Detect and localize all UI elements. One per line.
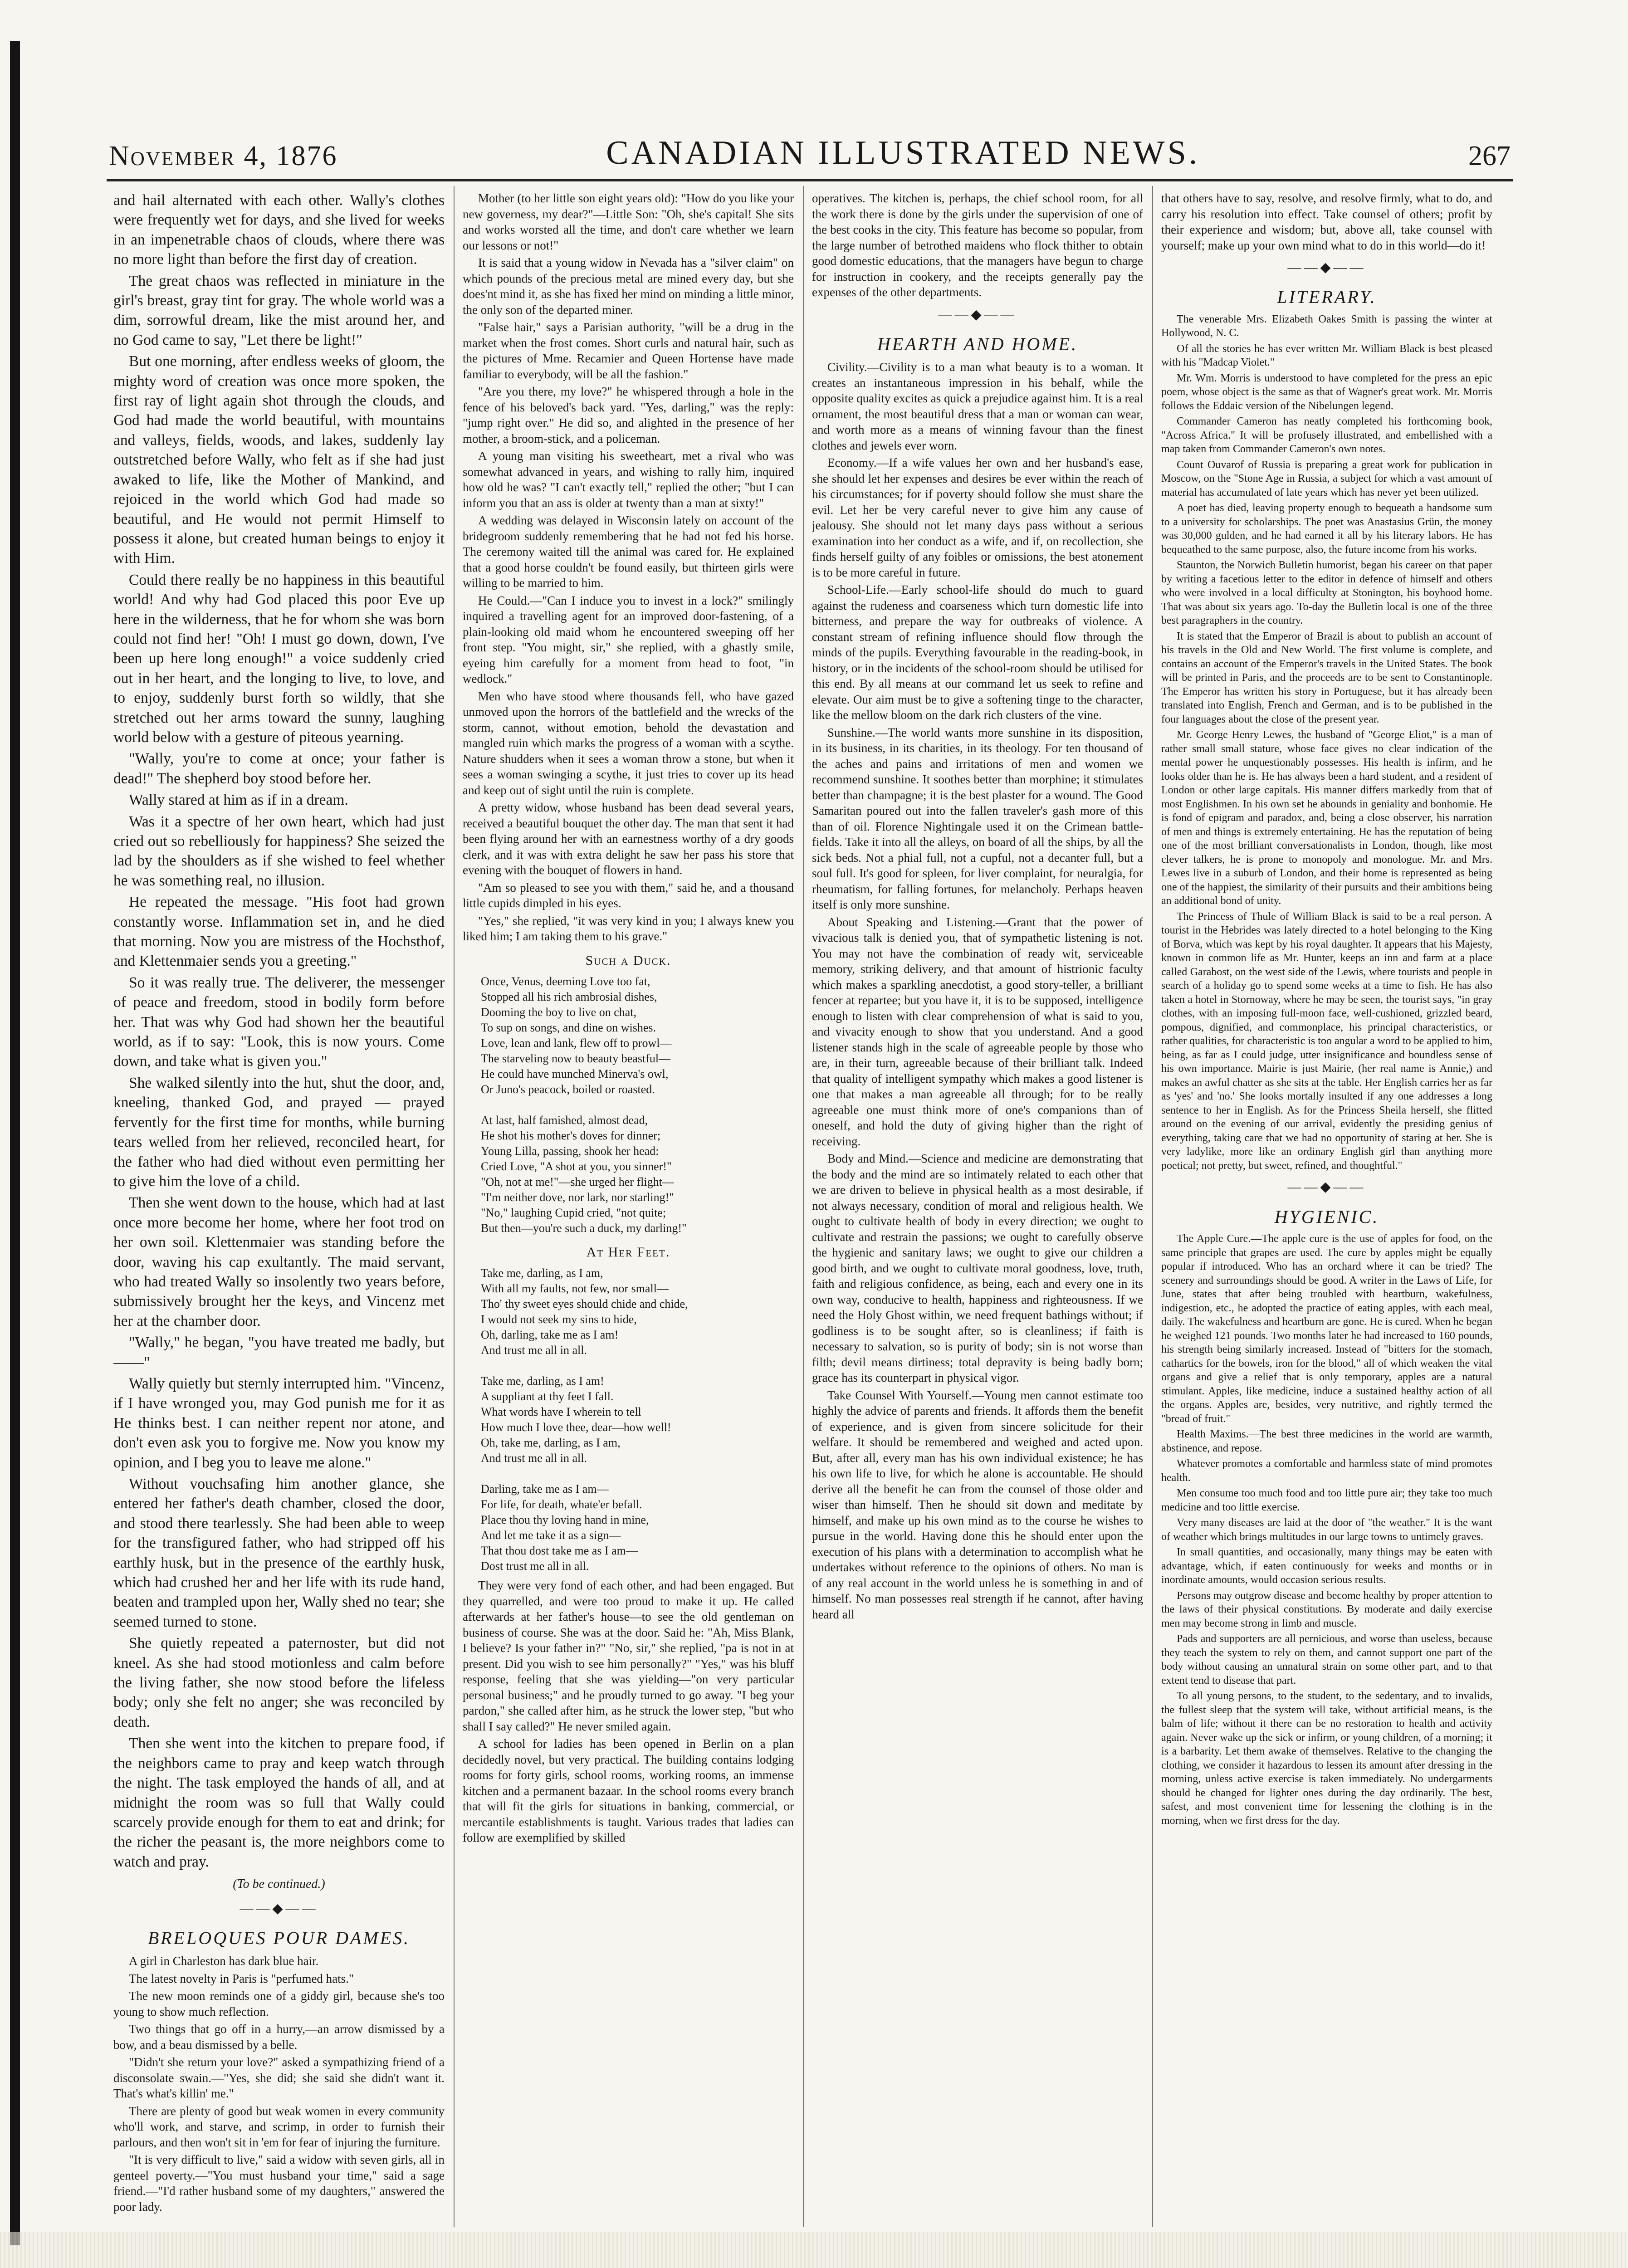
paragraph: that others have to say, resolve, and resolve firmly, what to do, and carry his resolution into effect. Take counsel of others; profit by their experience and wisdom; but, above all, take counsel with yourself; make up your own mind what to do in this world—do it! — [1161, 191, 1492, 252]
column-divider — [454, 186, 455, 2227]
paragraph: But one morning, after endless weeks of gloom, the mighty word of creation was once more spoken, the first ray of light again shot through the clouds, and God had made the world beautiful, with mountains and valleys, fields, woods, and lakes, suddenly lay outstretched before Wally, who felt as if she had just awaked to life, like the Mother of Mankind, and rejoiced in the world which God had made so beautiful, and He would not permit Himself to possess it alone, but created human beings to enjoy it with Him. — [113, 353, 445, 567]
paragraph: Count Ouvarof of Russia is preparing a great work for publication in Moscow, on the "Stone Age in Russia, a subject for which a vast amount of material has accumulated of late years which has never yet been utilized. — [1161, 459, 1492, 499]
paragraph: So it was really true. The deliverer, the messenger of peace and freedom, stood in bodily form before her. That was why God had shown her the beautiful world, as if to say: "Look, this is now yours. Come down, and take what is given you." — [113, 974, 445, 1070]
story-continuation — [113, 191, 445, 1872]
paragraph: A poet has died, leaving property enough to bequeath a handsome sum to a university for scholarships. The poet was Anastasius Grün, the money was 30,000 gulden, and he had earned it all by his literary labors. He has bequeathed to the same purpose, also, the future income from his works. — [1161, 502, 1492, 556]
paragraph: Men consume too much food and too little pure air; they take too much medicine and too little exercise. — [1161, 1487, 1492, 1513]
paragraph: In small quantities, and occasionally, many things may be eaten with advantage, which, if eaten continuously for weeks and months or in inordinate amounts, would occasion serious results. — [1161, 1546, 1492, 1586]
breloques-items — [113, 1953, 445, 2214]
paragraph: A wedding was delayed in Wisconsin lately on account of the bridegroom suddenly remembering that he had not fed his horse. The ceremony waited till the animal was cared for. He explained that a good horse couldn't be found easily, but thirteen girls were willing to be married to him. — [463, 513, 794, 590]
poem-feet: Take me, darling, as I am, With all my faults, not few, nor small— Tho' thy sweet eyes should chide and chide, I would not seek my sins to hide, Oh, darling, take me as I am! And trust me all in all. Take me, darling, as I am! A suppliant at thy feet I fall. What words have I wherein to tell How much I love thee, dear—how well! Oh, take me, darling, as I am, And trust me all in all. Darling, take me as I am— For life, for death, whate'er befall. Place thou thy loving hand in mine, And let me take it as a sign— That thou dost take me as I am— Dost trust me all in all. — [481, 1266, 688, 1573]
page-header — [109, 132, 1511, 172]
paragraph: She walked silently into the hut, shut the door, and, kneeling, thanked God, and prayed — prayed fervently for the first time for months, while burning tears welled from her relieved, reconciled heart, for the father who had died without even permitting her to give him the love of a child. — [113, 1074, 445, 1190]
paragraph: There are plenty of good but weak women in every community who'll work, and starve, and scrimp, in order to furnish their parlours, and then won't sit in 'em for fear of injuring the furniture. — [113, 2104, 445, 2149]
paragraph: Mr. Wm. Morris is understood to have completed for the press an epic poem, whose object is the same as that of Wagner's great work. Mr. Morris follows the Eddaic version of the Nibelungen legend. — [1161, 372, 1492, 412]
literary-items — [1161, 313, 1492, 1173]
paragraph: He repeated the message. "His foot had grown constantly worse. Inflammation set in, and he died that morning. Now you are mistress of the Hochsthof, and Klettenmaier sends you a greeting." — [113, 894, 445, 970]
paragraph: Whatever promotes a comfortable and harmless state of mind promotes health. — [1161, 1458, 1492, 1484]
paragraph: "Didn't she return your love?" asked a sympathizing friend of a disconsolate swain.—"Yes, she did; she said she didn't want it. That's what's killin' me." — [113, 2055, 445, 2101]
paragraph: It is said that a young widow in Nevada has a "silver claim" on which pounds of the precious metal are mined every day, but she does'nt mind it, as she has fixed her mind on minding a little minor, the only son of the departed miner. — [463, 256, 794, 317]
paragraph: Mr. George Henry Lewes, the husband of "George Eliot," is a man of rather small small stature, whose face gives no clear indication of the mental power he unquestionably possesses. His health is infirm, and he looks older than he is. He has always been a hard student, and a resident of London or other large capitals. His manner differs markedly from that of most Englishmen. In his own set he abounds in geniality and bonhomie. He is fond of epigram and paradox, and, being a close observer, his narration of men and things is extremely entertaining. He has the reputation of being one of the most brilliant conversationalists in London, though, like most clever talkers, he is prone to monopoly and monologue. Mr. and Mrs. Lewes live in a suburb of London, and their home is represented as being one of the happiest, the similarity of their pursuits and their ambitions being an additional bond of unity. — [1161, 729, 1492, 907]
paragraph: Persons may outgrow disease and become healthy by proper attention to the laws of their physical constitutions. By moderate and daily exercise men may become strong in limb and muscle. — [1161, 1589, 1492, 1629]
paragraph: Wally stared at him as if in a dream. — [129, 792, 348, 809]
paragraph: A young man visiting his sweetheart, met a rival who was somewhat advanced in years, and wishing to rally him, inquired how old he was? "I can't exactly tell," replied the other; "but I can inform you that an ass is older at twenty than a man at sixty!" — [463, 449, 794, 510]
page-number: 267 — [1468, 141, 1511, 171]
anecdotes — [463, 191, 794, 944]
paragraph: "Wally," he began, "you have treated me badly, but——" — [113, 1334, 445, 1371]
paragraph: Take Counsel With Yourself.—Young men cannot estimate too highly the advice of parents and friends. It affords them the benefit of experience, and is given from sincere solicitude for their welfare. It should be remembered and weighed and acted upon. But, after all, every man has his own individual existence; he has his own life to live, for which he alone is accountable. He should derive all the benefit he can from the counsel of those older and wiser than himself. Then he should sit down and meditate by himself, and make up his own mind as to the course he wishes to pursue in the world. Having done this he should enter upon the execution of his plans with a determination to accomplish what he undertakes without reference to the opinions of others. No man is of any real account in the world unless he is something in and of himself. No man possesses real strength if he cannot, after having heard all — [812, 1388, 1143, 1621]
paragraph: "Yes," she replied, "it was very kind in you; I always knew you liked him; I am taking them to his grave." — [463, 914, 794, 943]
header-rule — [107, 179, 1513, 181]
column-4 — [1161, 191, 1492, 2223]
poem-title-duck: Such a Duck. — [585, 953, 671, 968]
poem-duck: Once, Venus, deeming Love too fat, Stopped all his rich ambrosial dishes, Dooming the boy to live on chat, To sup on songs, and dine on wishes. Love, lean and lank, flew off to prowl— The starveling now to beauty beastful— He could have munched Minerva's owl, Or Juno's peacock, boiled or roasted. At last, half famished, almost dead, He shot his mother's doves for dinner; Young Lilla, passing, shook her head: Cried Love, "A shot at you, you sinner!" "Oh, not at me!"—she urged her flight— "I'm neither dove, nor lark, nor starling!" "No," laughing Cupid cried, "not quite; But then—you're such a duck, my darling!" — [481, 974, 687, 1235]
paragraph: They were very fond of each other, and had been engaged. But they quarrelled, and were too proud to make it up. He called afterwards at her father's house—to see the old gentleman on business of course. She was at the door. Said he: "Ah, Miss Blank, I believe? Is your father in?" "No, sir," she replied, "pa is not in at present. Did you wish to see him personally?" "Yes," was his bluff response, feeling that she was yielding—"on very particular personal business;" and he proudly turned to go away. "I beg your pardon," she called after him, as he struck the lower step, "but who shall I say called?" He never smiled again. — [463, 1579, 794, 1733]
poem-title-feet: At Her Feet. — [586, 1244, 670, 1260]
issue-date: November 4, 1876 — [109, 141, 338, 171]
paragraph: Of all the stories he has ever written Mr. William Black is best pleased with his "Madcap Violet." — [1161, 342, 1492, 369]
section-ornament: ——◆—— — [1287, 1179, 1366, 1195]
paragraph: The venerable Mrs. Elizabeth Oakes Smith is passing the winter at Hollywood, N. C. — [1161, 313, 1492, 339]
paragraph: Then she went down to the house, which had at last once more become her home, where her foot trod on her own soil. Klettenmaier was standing before the door, waving his cap exultantly. The maid servant, who had treated Wally so insolently two years before, submissively brought her the keys, and Vincenz met her at the chamber door. — [113, 1194, 445, 1330]
paragraph: operatives. The kitchen is, perhaps, the chief school room, for all the work there is done by the girls under the supervision of one of the best cooks in the city. This feature has become so popular, from the large number of betrothed maidens who flock thither to obtain good domestic educations, that the managers have begun to charge for instruction in cookery, and the receipts generally pay the expenses of the other departments. — [812, 191, 1143, 299]
column-1 — [113, 191, 445, 2223]
paragraph: "It is very difficult to live," said a widow with seven girls, all in genteel poverty.—"You must husband your time," said a sage friend.—"I'd rather husband some of my daughters," answered the poor lady. — [113, 2153, 445, 2214]
binding-edge — [10, 41, 20, 2245]
section-heading-breloques: BRELOQUES POUR DAMES. — [147, 1927, 411, 1948]
paragraph: and hail alternated with each other. Wally's clothes were frequently wet for days, and she lived for weeks in an impenetrable chaos of clouds, where there was no more light than before the first day of creation. — [113, 192, 445, 268]
paragraph: He Could.—"Can I induce you to invest in a lock?" smilingly inquired a travelling agent for an improved door-fastening, of a plain-looking old maid whom he encountered sweeping off her front step. "You might, sir," she replied, with a ghastly smile, eyeing him carefully for a moment from head to foot, "in wedlock." — [463, 593, 794, 685]
paragraph: The Princess of Thule of William Black is said to be a real person. A tourist in the Hebrides was lately directed to a hotel belonging to the King of Borva, which was kept by his royal daughter. It appears that his Majesty, known in common life as Mr. Hunter, keeps an inn and farm at a place called Garabost, on the west side of the Lewis, where tourists and people in search of a holiday go to spend some weeks at a time to fish. He has also taken a hotel in Stornoway, where he may be seen, the tourist says, "in gray clothes, with an imposing full-moon face, well-cushioned, grizzled beard, pompous, dignified, and commonplace, his principal characteristics, or rather qualities, for characteristic is too angular a word to be applied to him, being, as far as I could judge, utter insignificance and boundless sense of his own importance. Mairie is just Mairie, (her real name is Annie,) and makes an awful chatter as she sits at the table. Her English carries her as far as 'yes' and 'no.' She looks mortally insulted if any one addresses a long sentence to her in English. As for the Princess Sheila herself, she flitted around on the evening of our arrival, evidently the presiding genius of everything, taking care that we had no opportunity of staring at her. She is very ladylike, more like an ordinary English girl than anything more poetical; not pretty, but sweet, refined, and thoughtful." — [1161, 910, 1492, 1172]
paragraph: It is stated that the Emperor of Brazil is about to publish an account of his travels in the Old and New World. The first volume is complete, and contains an account of the Emperor's travels in the United States. The book will be printed in Paris, and the proceeds are to be sent to Constantinople. The Emperor has written his story in Portuguese, but it has already been translated into English, French and German, and is to be published in the four languages about the close of the present year. — [1161, 630, 1492, 725]
hearth-items — [812, 359, 1143, 1622]
anecdotes-continued — [463, 1578, 794, 1846]
paragraph: Mother (to her little son eight years old): "How do you like your new governess, my dear?"—Little Son: "Oh, she's capital! She sits and works worsted all the time, and don't care whether we learn our lessons or not!" — [463, 191, 794, 252]
berlin-school-continued — [812, 191, 1143, 300]
paragraph: Economy.—If a wife values her own and her husband's ease, she should let her expenses and desires be ever within the reach of his circumstances; for if poverty should follow she must share the evil. Let her be very careful never to give him any cause of jealousy. She should not let many days pass without a serious examination into her conduct as a wife, and if, on recollection, she finds herself guilty of any foibles or omissions, the best atonement is to be more careful in future. — [812, 456, 1143, 579]
paragraph: Could there really be no happiness in this beautiful world! And why had God placed this poor Eve up here in the wilderness, that he for whom she was born could not find her! "Oh! I must go down, down, I've been up here long enough!" a voice suddenly cried out in her heart, and the longing to live, to love, and to enjoy, suddenly burst forth so wildly, that she stretched out her arms toward the sunny, laughing world below with a gesture of piteous yearning. — [113, 571, 445, 746]
paragraph: The great chaos was reflected in miniature in the girl's breast, gray tint for gray. The whole world was a dim, sorrowful dream, like the mist around her, and no God came to say, "Let there be light!" — [113, 272, 445, 348]
paragraph: The new moon reminds one of a giddy girl, because she's too young to show much reflection. — [113, 1989, 445, 2019]
paragraph: Wally quietly but sternly interrupted him. "Vincenz, if I have wronged you, may God punish me for it as He thinks best. I can neither repent nor atone, and don't even ask you to forgive me. Now you know my opinion, and I beg you to leave me alone." — [113, 1375, 445, 1471]
paragraph: "Am so pleased to see you with them," said he, and a thousand little cupids dimpled in his eyes. — [463, 880, 794, 910]
paragraph: Pads and supporters are all pernicious, and worse than useless, because they teach the system to rely on them, and cannot support one part of the body without causing an unnatural strain on some other part, and to that extent tend to disease that part. — [1161, 1633, 1492, 1686]
paragraph: "Are you there, my love?" he whispered through a hole in the fence of his beloved's back yard. "Yes, darling," was the reply: "jump right over." He did so, and alighted in the presence of her mother, a broom-stick, and a policeman. — [463, 385, 794, 445]
hygienic-items — [1161, 1232, 1492, 1828]
paragraph: A school for ladies has been opened in Berlin on a plan decidedly novel, but very practical. The building contains lodging rooms for forty girls, school rooms, working rooms, an immense kitchen and a permanent bazaar. In the school rooms every branch that will fit the girls for situations in banking, commercial, or mercantile establishments is taught. Various trades that ladies can follow are exemplified by skilled — [463, 1737, 794, 1845]
paragraph: A pretty widow, whose husband has been dead several years, received a beautiful bouquet the other day. The man that sent it had been flying around her with an earnestness worthy of a dry goods clerk, and it was with extra delight he saw her pass his store that evening with the bouquet of flowers in hand. — [463, 801, 794, 877]
column-divider — [803, 186, 804, 2227]
paragraph: "Wally, you're to come at once; your father is dead!" The shepherd boy stood before her. — [113, 750, 445, 787]
masthead-title: CANADIAN ILLUSTRATED NEWS. — [606, 134, 1200, 171]
paragraph: Body and Mind.—Science and medicine are demonstrating that the body and the mind are so intimately related to each other that we are driven to believe in physical health as a most desirable, if not always necessary, condition of moral and religious health. We ought to cultivate health of body in every direction; we ought to cultivate and restrain the passions; we ought to carefully observe the hygienic and sanitary laws; we ought to give our children a good birth, and we ought to cultivate moral goodness, love, truth, faith and religious confidence, as being, each and every one in its own way, conducive to health, happiness and righteousness. If we need the Holy Ghost within, we need frequent bathings without; if godliness is to be sought after, so is cleanliness; if faith is necessary to salvation, so is purity of body; sin is not worse than filth; devil means dirtiness; total depravity is being badly born; grace has its counterpart in physical vigor. — [812, 1152, 1143, 1385]
paragraph: Staunton, the Norwich Bulletin humorist, began his career on that paper by writing a facetious letter to the editor in defence of himself and others who were involved in a local difficulty at Stonington, his boyhood home. That was about six years ago. To-day the Bulletin local is one of the three best paragraphers in the country. — [1161, 559, 1492, 627]
section-heading-hygienic: HYGIENIC. — [1274, 1206, 1379, 1227]
paragraph: Then she went into the kitchen to prepare food, if the neighbors came to pray and keep watch through the night. The task employed the hands of all, and at midnight the room was so full that Wally could scarcely provide enough for them to eat and drink; for the richer the peasant is, the more neighbors come to watch and pray. — [113, 1735, 445, 1870]
section-ornament: ——◆—— — [1287, 260, 1366, 275]
page-bottom-edge — [0, 2232, 1628, 2268]
paragraph: Very many diseases are laid at the door of "the weather." It is the want of weather which brings multitudes in our large towns to untimely graves. — [1161, 1517, 1492, 1543]
paragraph: The latest novelty in Paris is "perfumed hats." — [129, 1971, 354, 1985]
column-divider — [1152, 186, 1153, 2227]
column-3 — [812, 191, 1143, 2223]
paragraph: Men who have stood where thousands fell, who have gazed unmoved upon the horrors of the battlefield and the wrecks of the storm, cannot, without emotion, behold the devastation and mangled ruin which marks the progress of a woman with a scythe. Nature shudders when it sees a woman throw a stone, but when it sees a woman swinging a scythe, it just tries to cover up its head and keep out of sight until the ruin is complete. — [463, 689, 794, 797]
paragraph: Commander Cameron has neatly completed his forthcoming book, "Across Africa." It will be profusely illustrated, and embellished with a map taken from Commander Cameron's own notes. — [1161, 415, 1492, 455]
paragraph: Sunshine.—The world wants more sunshine in its disposition, in its business, in its charities, in its theology. For ten thousand of the aches and pains and irritations of men and women we recommend sunshine. It soothes better than morphine; it stimulates better than champagne; it is the best plaster for a wound. The Good Samaritan poured out into the fallen traveler's gash more of this than of oil. Florence Nightingale used it on the Crimean battle-fields. Take it into all the alleys, on board of all the ships, by all the sick beds. Not a phial full, not a cupful, not a decanter full, but a soul full. It's good for spleen, for liver complaint, for neuralgia, for rheumatism, for falling fortunes, for melancholy. Perhaps heaven itself is only more sunshine. — [812, 725, 1143, 912]
paragraph: The Apple Cure.—The apple cure is the use of apples for food, on the same principle that grapes are used. The cure by apples might be equally popular if introduced. Who has an orchard where it can be tried? The scenery and surroundings should be good. A writer in the Laws of Life, for June, states that after being troubled with heartburn, wakefulness, indigestion, etc., he adopted the practice of eating apples, with each meal, daily. The wakefulness and heartburn are gone. He is cured. When he began he weighed 121 pounds. Two months later he had increased to 160 pounds, his strength being similarly increased. Instead of "bitters for the stomach, cathartics for the bowels, iron for the blood," all of which weaken the vital organs and give a relief that is only temporary, apples are a natural stimulant. Apples, like medicine, induce a sustained healthy action of all the organs. Apples are, besides, very nutritive, and rightly termed the "bread of fruit." — [1161, 1233, 1492, 1425]
section-ornament: ——◆—— — [240, 1901, 318, 1916]
paragraph: She quietly repeated a paternoster, but did not kneel. As she had stood motionless and calm before the living father, she now stood before the lifeless body; only she felt no anger; she was reconciled by death. — [113, 1635, 445, 1730]
column-2 — [463, 191, 794, 2223]
section-heading-literary: LITERARY. — [1277, 287, 1377, 308]
paragraph: Health Maxims.—The best three medicines in the world are warmth, abstinence, and repose. — [1161, 1428, 1492, 1454]
paragraph: About Speaking and Listening.—Grant that the power of vivacious talk is denied you, that of sympathetic listening is not. You may not have the combination of ready wit, serviceable memory, striking delivery, and that amount of histrionic faculty which makes a sparkling anecdotist, a good story-teller, a brilliant fencer at repartee; but you have it, it is to be supposed, intelligence enough to listen with clear comprehension of what is said to you, and vivacity enough to show that you understand. And a good listener stands high in the scale of agreeable people by those who are, in their turn, agreeable because of their brilliant talk. Indeed that quality of intelligent sympathy which makes a good listener is one that makes a man agreeable all through; for to be really agreeable one must think more of one's companions than of oneself, and hold the duty of giving higher than the right of receiving. — [812, 915, 1143, 1148]
section-ornament: ——◆—— — [938, 307, 1017, 322]
paragraph: A girl in Charleston has dark blue hair. — [129, 1954, 319, 1968]
paragraph: Was it a spectre of her own heart, which had just cried out so rebelliously for happiness? She seized the lad by the shoulders as if she wished to feel whether he was something real, no illusion. — [113, 813, 445, 889]
paragraph: School-Life.—Early school-life should do much to guard against the rudeness and coarseness which turn domestic life into bitterness, and prepare the way for outbreaks of violence. A constant stream of refining influence should flow through the minds of the pupils. Everything favourable in the reading-book, in history, or in the incidents of the school-room should be utilised for this end. By all means at our command let us seek to refine and elevate. Our aim must be to give a softening tinge to the character, like the mellow bloom on the dark rich clusters of the vine. — [812, 583, 1143, 722]
paragraph: Civility.—Civility is to a man what beauty is to a woman. It creates an instantaneous impression in his behalf, while the opposite quality excites as quick a prejudice against him. It is a real ornament, the most beautiful dress that a man or woman can wear, and worth more as a means of winning favour than the finest clothes and jewels ever worn. — [812, 360, 1143, 452]
paragraph: "False hair," says a Parisian authority, "will be a drug in the market when the frost comes. Short curls and natural hair, such as the pictures of Mme. Recamier and Queen Hortense have made familiar to everybody, will be all the fashion." — [463, 320, 794, 381]
section-heading-hearth: HEARTH AND HOME. — [877, 333, 1078, 354]
continued-note: (To be continued.) — [233, 1877, 325, 1892]
counsel-continued — [1161, 191, 1492, 253]
paragraph: Two things that go off in a hurry,—an arrow dismissed by a bow, and a beau dismissed by a belle. — [113, 2022, 445, 2052]
paragraph: To all young persons, to the student, to the sedentary, and to invalids, the fullest sleep that the system will take, without artificial means, is the balm of life; without it there can be no restoration to health and activity again. Never wake up the sick or infirm, or young children, of a morning; it is a barbarity. Let them awake of themselves. Relative to the changing the clothing, we consider it hazardous to lessen its amount after dressing in the morning, unless active exercise is taken immediately. No undergarments should be changed for lighter ones during the day ordinarily. The best, safest, and most convenient time for lessening the clothing is in the morning, when we first dress for the day. — [1161, 1690, 1492, 1827]
paragraph: Without vouchsafing him another glance, she entered her father's death chamber, closed the door, and stood there tearlessly. She had been able to weep for the transfigured father, who had stripped off his earthly husk, but in the presence of the earthly husk, which had crushed her and her life with its rude hand, beaten and trampled upon her, Wally shed no tear; she seemed turned to stone. — [113, 1476, 445, 1630]
